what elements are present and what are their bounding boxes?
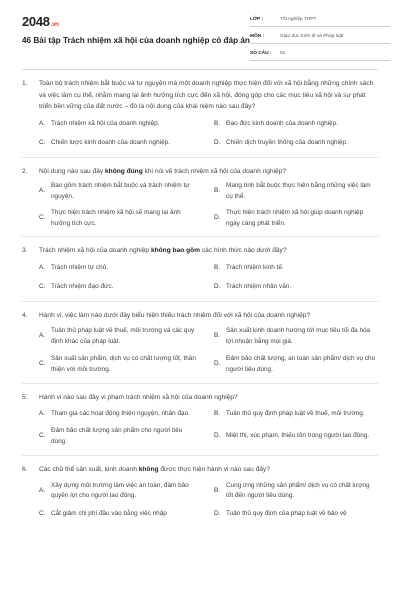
question-number: 5. — [22, 394, 28, 401]
question-text — [22, 166, 378, 178]
answer-option-c[interactable] — [39, 509, 214, 520]
answer-option-c[interactable] — [39, 208, 214, 229]
question-text-part: các hình thức nào dưới đây? — [200, 247, 287, 254]
option-text: Sản xuất kinh doanh hướng tới mục tiêu tối đa hóa lợi nhuận bằng mọi giá. — [226, 327, 371, 345]
option-text: Trách nhiệm xã hội của doanh nghiệp. — [51, 119, 160, 127]
document-meta — [250, 13, 390, 61]
question-separator — [22, 157, 378, 158]
question-number: 2. — [22, 167, 28, 175]
question-body: Hành vi nào sau đây vi phạm trách nhiệm xã hội của doanh nghiệp? — [39, 394, 238, 401]
question-text-part: Trách nhiệm xã hội của doanh nghiệp — [39, 247, 151, 254]
meta-key: MÔN : — [250, 34, 265, 39]
option-text: Trách nhiệm đạo đức. — [51, 283, 114, 290]
question-body: Hành vi, việc làm nào dưới đây biểu hiện thiếu trách nhiệm đối với xã hội của doanh nghiệp? — [39, 311, 311, 319]
question-body: Toàn bộ trách nhiệm bắt buộc và tự nguyện mà một doanh nghiệp thực hiện đối với xã hội bằng những chính sách và việc làm cụ thể, nhằm mang lại ảnh hưởng tích cực đến xã hội, đóng góp cho các mục tiêu xã hội và sự phát triển bền vững của đất nước – đó là nội dung của khái niệm nào sau đây? — [39, 80, 374, 110]
option-text: Thực hiện trách nhiệm xã hội giúp doanh nghiệp ngày càng phát triển. — [226, 209, 364, 227]
option-text: Trách nhiệm kinh tế. — [226, 263, 284, 271]
question-text — [22, 78, 378, 113]
question-separator — [22, 455, 378, 456]
question-text — [22, 245, 378, 257]
question-text-part: được thực hiện hành vi nào sau đây? — [158, 466, 270, 473]
question-list — [0, 78, 400, 519]
answer-option-a[interactable] — [39, 409, 214, 420]
site-logo[interactable] — [22, 14, 59, 29]
meta-value: Tốt nghiệp THPT — [280, 17, 317, 22]
answer-options — [39, 181, 378, 229]
option-letter: B. — [214, 486, 221, 494]
meta-key: LỚP : — [250, 17, 264, 22]
answer-option-d[interactable] — [214, 282, 378, 293]
answer-option-a[interactable] — [39, 326, 214, 347]
answer-option-b[interactable] — [214, 326, 378, 347]
meta-row-count — [250, 47, 390, 61]
logo-number: 2048 — [22, 14, 50, 29]
answer-options — [39, 263, 378, 293]
logo-domain: .vn — [50, 22, 59, 28]
answer-option-a[interactable] — [39, 119, 214, 130]
question-body — [39, 464, 378, 476]
meta-row-class — [250, 13, 390, 27]
answer-option-c[interactable] — [39, 138, 214, 149]
option-letter: B. — [214, 119, 221, 127]
answer-option-b[interactable] — [214, 481, 378, 502]
question-4 — [22, 310, 378, 376]
question-number: 4. — [22, 311, 28, 319]
option-text: Xây dựng môi trường làm việc an toàn, đảm bảo quyền lợi cho người lao động. — [51, 481, 189, 499]
answer-options — [39, 409, 378, 448]
question-2 — [22, 166, 378, 230]
question-text — [22, 392, 378, 404]
option-text: Trách nhiệm tự chủ. — [51, 263, 108, 271]
answer-option-d[interactable] — [214, 509, 378, 520]
question-text-part: Nội dung nào sau đây — [39, 167, 105, 175]
option-text: Tuân thủ quy định của pháp luật về bảo vệ — [226, 509, 347, 517]
document-header — [0, 0, 400, 62]
option-letter: D. — [214, 283, 221, 290]
question-separator — [22, 383, 378, 384]
answer-option-c[interactable] — [39, 426, 214, 447]
answer-option-b[interactable] — [214, 409, 378, 420]
option-letter: D. — [214, 509, 221, 517]
option-text: Cung ứng những sản phẩm/ dịch vụ có chất lượng tốt đến người tiêu dùng. — [226, 481, 370, 499]
question-6 — [22, 464, 378, 519]
question-emphasis: không đúng — [105, 167, 143, 175]
option-text: Trách nhiệm nhân văn. — [226, 283, 292, 290]
question-body — [39, 166, 378, 178]
answer-option-b[interactable] — [214, 119, 378, 130]
question-separator — [22, 301, 378, 302]
answer-option-a[interactable] — [39, 181, 214, 202]
option-letter: A. — [39, 187, 46, 195]
answer-option-d[interactable] — [214, 354, 378, 375]
answer-option-a[interactable] — [39, 481, 214, 502]
answer-options — [39, 326, 378, 375]
option-letter: C. — [39, 432, 46, 440]
meta-value: 51 — [280, 51, 286, 56]
option-text: Chiến dịch truyền thông của doanh nghiệp. — [226, 139, 348, 146]
question-text-part: Các chủ thể sản xuất, kinh doanh — [39, 466, 139, 473]
option-text: Sản xuất sản phẩm, dịch vụ có chất lượng tốt, thân thiện với môi trường. — [51, 355, 196, 373]
meta-value: Giáo dục Kinh tế và Pháp luật — [280, 34, 344, 39]
answer-option-b[interactable] — [214, 263, 378, 274]
question-number: 6. — [22, 466, 28, 473]
option-letter: A. — [39, 486, 46, 494]
option-text: Tuân thủ pháp luật về thuế, môi trường và các quy định khác của pháp luật. — [51, 327, 195, 345]
option-letter: A. — [39, 119, 46, 127]
option-letter: D. — [214, 432, 221, 440]
question-body — [39, 245, 378, 257]
question-text — [22, 310, 378, 322]
option-letter: A. — [39, 332, 46, 340]
question-3 — [22, 245, 378, 293]
option-letter: D. — [214, 214, 221, 222]
header-divider — [22, 69, 378, 70]
question-text-part: khi nói về trách nhiệm xã hội của doanh nghiệp? — [142, 167, 287, 175]
answer-option-c[interactable] — [39, 282, 214, 293]
option-letter: B. — [214, 332, 221, 340]
option-text: Miệt thị, xúc phạm, thiếu tôn trọng người lao động. — [226, 432, 370, 440]
answer-option-b[interactable] — [214, 181, 378, 202]
option-text: Thực hiện trách nhiệm xã hội sẽ mang lại ảnh hưởng tích cực. — [51, 209, 181, 227]
option-text: Đạo đức kinh doanh của doanh nghiệp. — [226, 119, 338, 127]
answer-option-c[interactable] — [39, 354, 214, 375]
option-letter: A. — [39, 263, 46, 271]
question-emphasis: không — [138, 466, 159, 473]
option-letter: D. — [214, 139, 221, 146]
answer-option-a[interactable] — [39, 263, 214, 274]
option-letter: C. — [39, 283, 46, 290]
answer-option-d[interactable] — [214, 426, 378, 447]
answer-option-d[interactable] — [214, 208, 378, 229]
option-letter: C. — [39, 360, 46, 368]
question-1 — [22, 78, 378, 149]
document-title: 46 Bài tập Trách nhiệm xã hội của doanh nghiệp có đáp án — [22, 36, 250, 45]
meta-row-subject — [250, 30, 390, 44]
option-letter: C. — [39, 509, 46, 517]
option-letter: B. — [214, 409, 221, 417]
answer-options — [39, 481, 378, 520]
question-emphasis: không bao gồm — [150, 247, 201, 254]
option-text: Mang tính bắt buộc thực hiện bằng những việc làm cụ thể. — [226, 182, 371, 200]
option-letter: C. — [39, 214, 46, 222]
question-5 — [22, 392, 378, 447]
option-text: Cắt giảm chi phí đầu vào bằng việc nhập — [51, 509, 167, 517]
question-separator — [22, 236, 378, 237]
option-letter: A. — [39, 409, 46, 417]
question-number: 3. — [22, 247, 28, 254]
question-number: 1. — [22, 80, 28, 87]
question-text — [22, 464, 378, 476]
answer-options — [39, 119, 378, 149]
option-text: Tham gia các hoạt động thiện nguyện, nhân đạo. — [51, 409, 190, 417]
option-text: Đảm bảo chất lượng sản phẩm cho người tiêu dùng. — [51, 427, 183, 445]
option-text: Đảm bảo chất lượng, an toàn sản phẩm/ dịch vụ cho người tiêu dùng. — [226, 355, 376, 373]
option-letter: D. — [214, 360, 221, 368]
option-text: Bao gồm trách nhiệm bắt buộc và trách nhiệm tự nguyện. — [51, 182, 190, 200]
option-letter: B. — [214, 263, 221, 271]
option-letter: C. — [39, 139, 46, 146]
option-text: Tuân thủ quy định pháp luật về thuế, môi trường. — [226, 409, 365, 417]
option-text: Chiến lược kinh doanh của doanh nghiệp. — [51, 139, 170, 146]
option-letter: B. — [214, 187, 221, 195]
meta-key: SỐ CÂU : — [250, 51, 272, 56]
answer-option-d[interactable] — [214, 138, 378, 149]
